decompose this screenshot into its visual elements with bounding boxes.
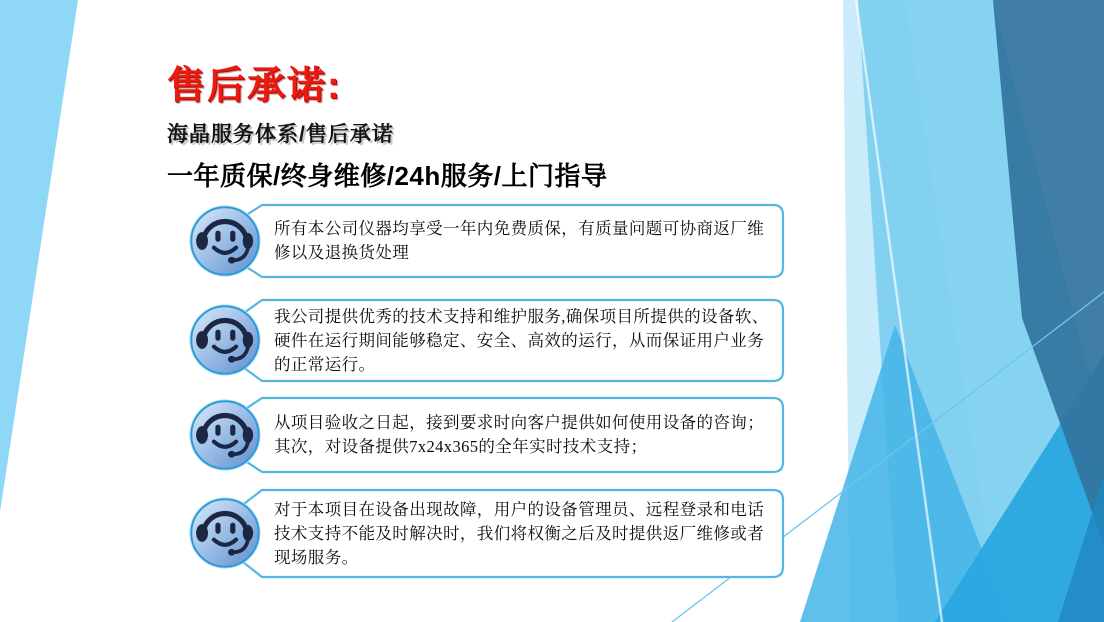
promise-row-2 [188,298,786,383]
headset-agent-icon [188,204,262,278]
header-block [167,66,607,193]
headset-agent-icon [188,398,262,472]
promise-row-3 [188,396,786,474]
promise-text: 我公司提供优秀的技术支持和维护服务,确保项目所提供的设备软、硬件在运行期间能够稳定、安全、高效的运行，从而保证用户业务的正常运行。 [274,306,769,374]
headset-agent-icon [188,303,262,377]
slide-subtitle: 海晶服务体系/售后承诺 [167,122,394,146]
slide-heading: 一年质保/终身维修/24h服务/上门指导 [167,160,608,191]
promise-text: 对于本项目在设备出现故障，用户的设备管理员、远程登录和电话技术支持不能及时解决时，我们将权衡之后及时提供返厂维修或者现场服务。 [274,499,765,567]
page-title: 售后承诺: [167,65,342,107]
promise-text: 所有本公司仪器均享受一年内免费质保，有质量问题可协商返厂维修以及退换货处理 [274,219,765,262]
promise-text: 从项目验收之日起，接到要求时向客户提供如何使用设备的咨询；其次，对设备提供7x24x365的全年实时技术支持； [274,413,765,456]
headset-agent-icon [188,496,262,570]
promise-row-4 [188,488,786,579]
promise-row-1 [188,203,786,279]
